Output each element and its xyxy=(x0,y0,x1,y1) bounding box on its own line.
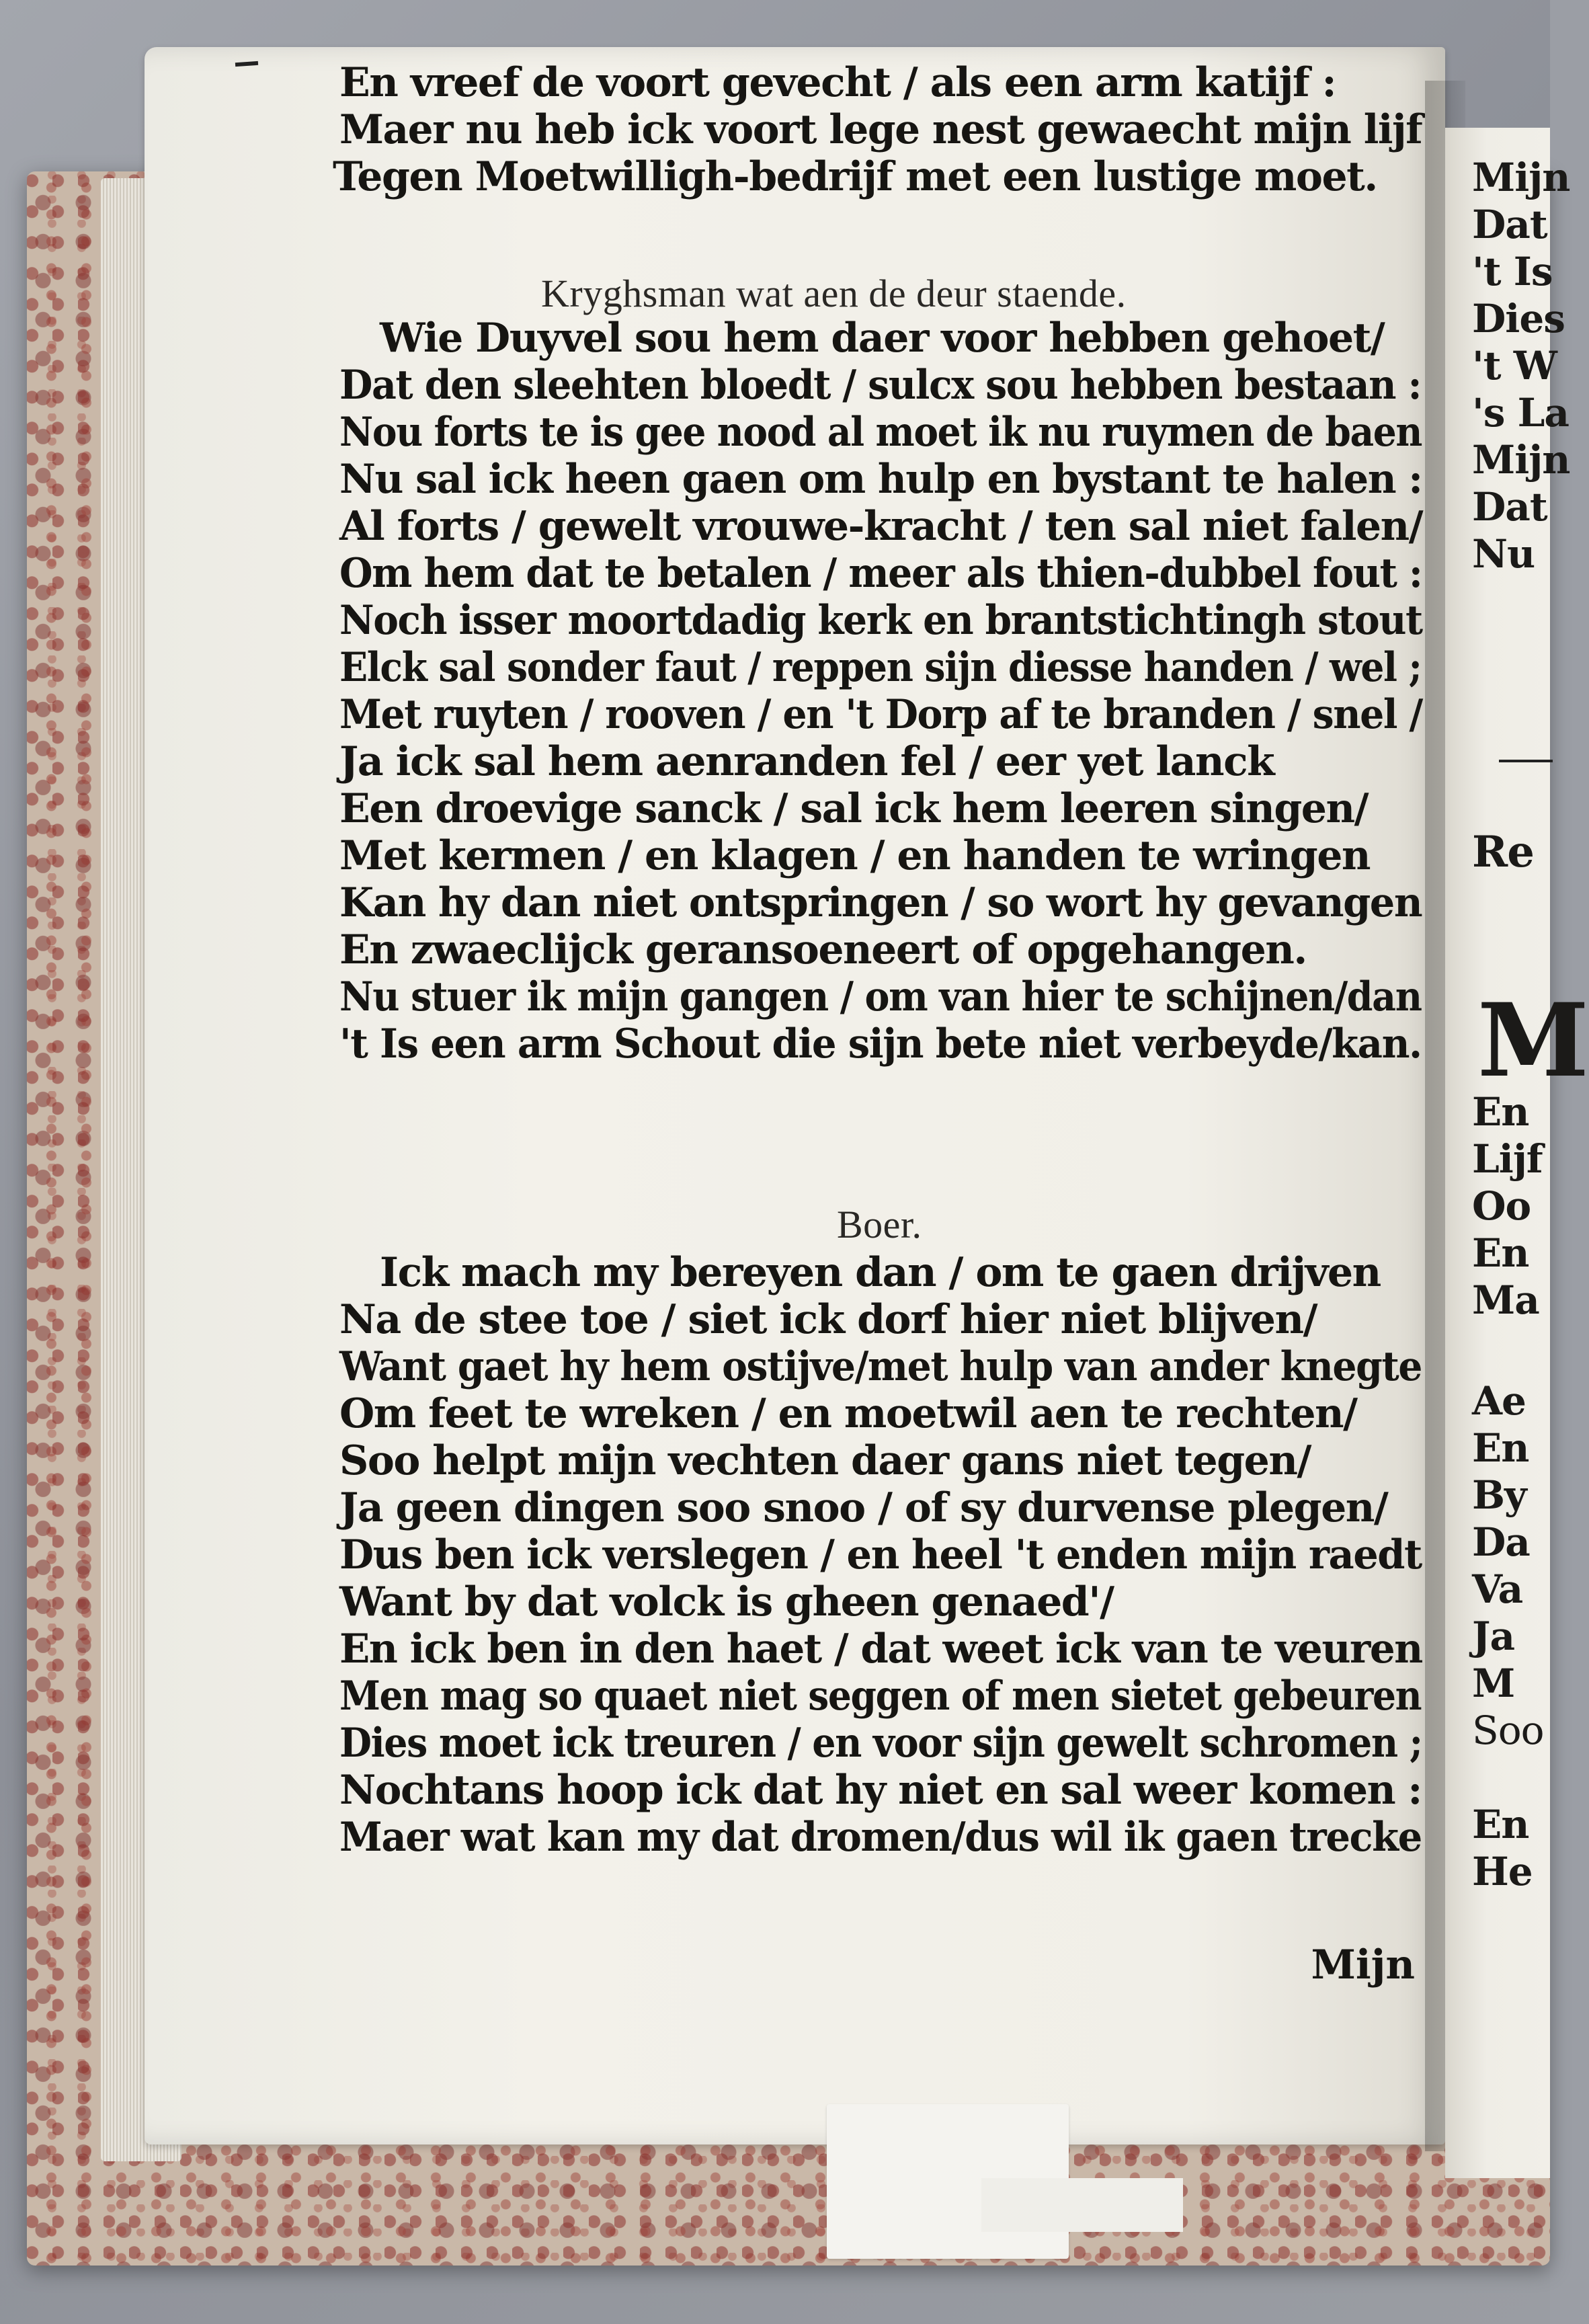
verse-line: Ja geen dingen soo snoo / of sy durvense plegen/ xyxy=(339,1484,1388,1531)
right-verse-fragment: Dat xyxy=(1472,202,1547,247)
right-verse-fragment: Oo xyxy=(1472,1183,1531,1229)
speaker-heading: Kryghsman wat aen de deur staende. xyxy=(541,272,1127,315)
verse-line: Nu sal ick heen gaen om hulp en bystant te halen : xyxy=(339,456,1422,503)
verse-line: Soo helpt mijn vechten daer gans niet tegen/ xyxy=(339,1437,1311,1484)
verse-line: Kan hy dan niet ontspringen / so wort hy gevangen xyxy=(339,879,1422,926)
right-verse-fragment: Ma xyxy=(1472,1277,1539,1323)
right-verse-fragment: Da xyxy=(1472,1519,1530,1565)
right-verse-fragment: 's La xyxy=(1472,390,1569,436)
right-verse-fragment: Soo xyxy=(1472,1708,1544,1753)
drop-initial: M xyxy=(1477,981,1589,1100)
speaker-heading: Boer. xyxy=(837,1203,922,1246)
verse-line: Een droevige sanck / sal ick hem leeren singen/ xyxy=(339,785,1369,832)
right-verse-fragment: Dies xyxy=(1472,296,1565,342)
right-verse-fragment: En xyxy=(1472,1802,1529,1847)
right-page xyxy=(1445,128,1589,2178)
verse-line: Na de stee toe / siet ick dorf hier niet blijven/ xyxy=(339,1296,1317,1343)
verse-line: Men mag so quaet niet seggen of men sietet gebeuren xyxy=(339,1673,1422,1720)
right-verse-fragment: By xyxy=(1472,1472,1526,1518)
right-verse-fragment: Mijn xyxy=(1472,437,1570,483)
verse-line: Tegen Moetwilligh-bedrijf met een lustige moet. xyxy=(333,153,1377,200)
verse-line: Nu stuer ik mijn gangen / om van hier te schijnen/dan xyxy=(339,973,1422,1020)
paper-tab-small xyxy=(981,2178,1183,2232)
verse-line: Want gaet hy hem ostijve/met hulp van ander knegte xyxy=(339,1343,1422,1390)
verse-line: Nou forts te is gee nood al moet ik nu ruymen de baen xyxy=(339,409,1422,456)
verse-line: En zwaeclijck geransoeneert of opgehangen. xyxy=(339,926,1307,973)
right-verse-fragment: En xyxy=(1472,1230,1529,1276)
verse-line: En ick ben in den haet / dat weet ick van te veuren xyxy=(339,1626,1422,1673)
right-verse-fragment: Ja xyxy=(1472,1613,1515,1659)
verse-line: En vreef de voort gevecht / als een arm katijf : xyxy=(339,59,1336,106)
verse-line: Dat den sleehten bloedt / sulcx sou hebben bestaan : xyxy=(339,362,1422,409)
verse-line: Wie Duyvel sou hem daer voor hebben gehoet/ xyxy=(380,315,1385,362)
verse-line: Om feet te wreken / en moetwil aen te rechten/ xyxy=(339,1390,1357,1437)
right-verse-fragment: Dat xyxy=(1472,484,1547,530)
verse-line: Maer nu heb ick voort lege nest gewaecht mijn lijf xyxy=(339,106,1422,153)
verse-line: Maer wat kan my dat dromen/dus wil ik gaen trecke xyxy=(339,1814,1422,1861)
right-verse-fragment: Lijf xyxy=(1472,1136,1543,1182)
right-verse-fragment: En xyxy=(1472,1425,1529,1471)
verse-line: Nochtans hoop ick dat hy niet en sal weer komen : xyxy=(339,1767,1422,1814)
verse-line: Met kermen / en klagen / en handen te wringen xyxy=(339,832,1371,879)
verse-line: Ick mach my bereyen dan / om te gaen drijven xyxy=(380,1249,1381,1296)
verse-line: Want by dat volck is gheen genaed'/ xyxy=(339,1578,1114,1626)
verse-line: Noch isser moortdadig kerk en brantstichtingh stout xyxy=(339,597,1422,644)
verse-line: Om hem dat te betalen / meer als thien-dubbel fout : xyxy=(339,550,1422,597)
right-verse-fragment: He xyxy=(1472,1849,1533,1894)
left-page-text xyxy=(333,59,1428,2076)
section-rule xyxy=(1499,760,1553,762)
verse-line: Ja ick sal hem aenranden fel / eer yet lanck xyxy=(339,738,1274,785)
verse-line: Met ruyten / rooven / en 't Dorp af te branden / snel / xyxy=(339,691,1422,738)
right-verse-fragment: Nu xyxy=(1472,531,1535,577)
verse-line: Dus ben ick verslegen / en heel 't enden mijn raedt xyxy=(339,1531,1422,1578)
verse-line: Al forts / gewelt vrouwe-kracht / ten sal niet falen/ xyxy=(339,503,1423,550)
verse-line: 't Is een arm Schout die sijn bete niet verbeyde/kan. xyxy=(339,1020,1422,1068)
verse-line: Elck sal sonder faut / reppen sijn diesse handen / wel ; xyxy=(339,644,1422,691)
right-verse-fragment: 't Is xyxy=(1472,249,1553,294)
right-verse-fragment: Mijn xyxy=(1472,155,1570,200)
right-verse-fragment: En xyxy=(1472,1089,1529,1135)
right-verse-fragment: Va xyxy=(1472,1566,1523,1612)
right-heading-fragment: Re xyxy=(1472,827,1534,877)
catchword: Mijn xyxy=(1311,1941,1415,1989)
right-verse-fragment: M xyxy=(1472,1660,1515,1706)
right-verse-fragment: Ae xyxy=(1472,1378,1526,1424)
verse-line: Dies moet ick treuren / en voor sijn gewelt schromen ; xyxy=(339,1720,1422,1767)
right-verse-fragment: 't W xyxy=(1472,343,1557,389)
